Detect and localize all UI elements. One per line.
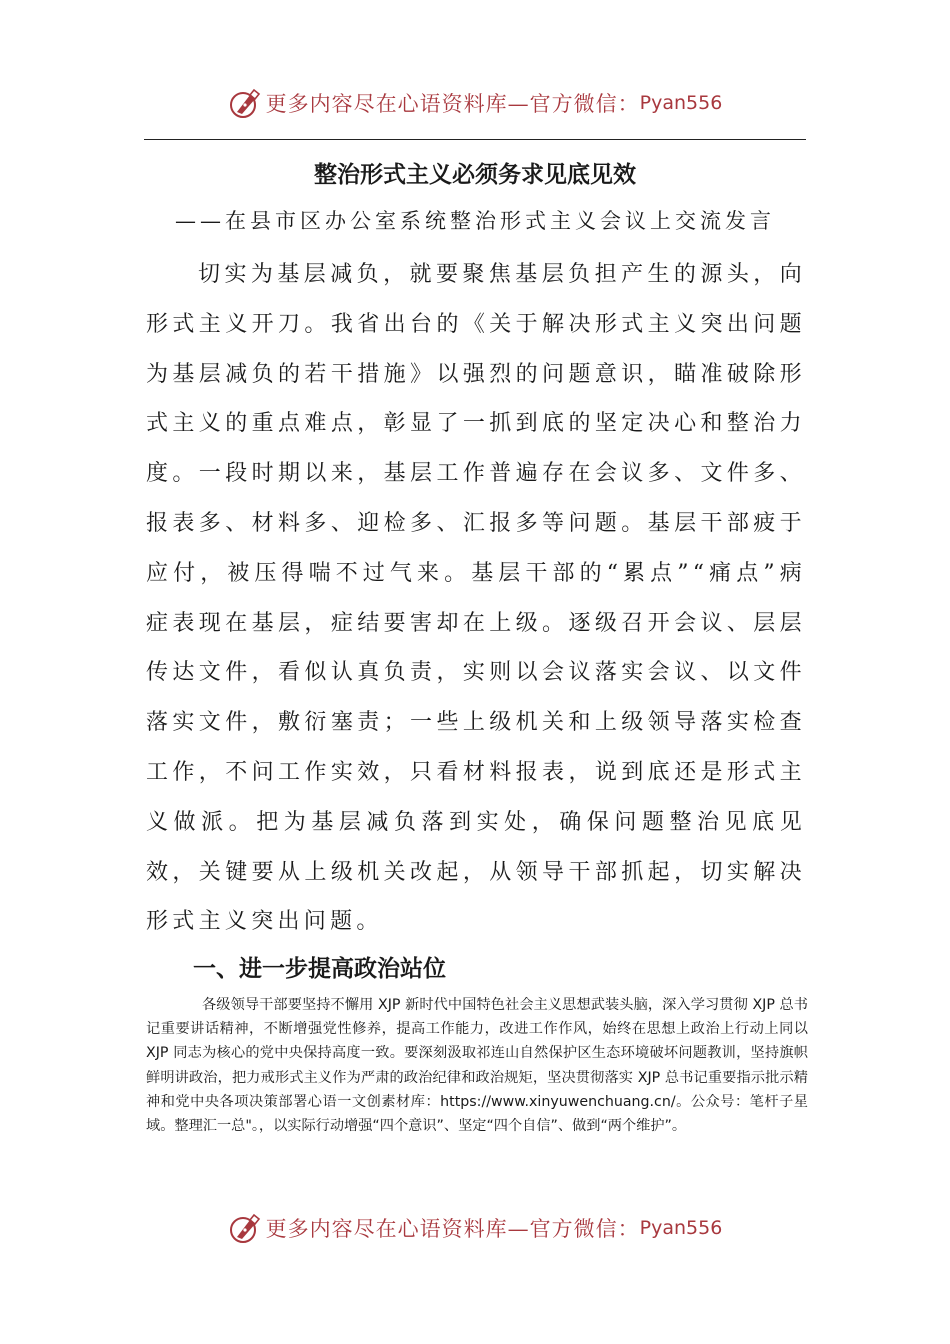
section-heading: 一、进一步提高政治站位	[193, 956, 446, 982]
header-watermark	[0, 83, 950, 123]
brand-contact: Pyan556	[639, 1217, 723, 1239]
pen-nib-logo-icon	[228, 86, 262, 120]
brand-text: 更多内容尽在心语资料库—官方微信：	[265, 1217, 640, 1241]
section-body-paragraph: 各级领导干部要坚持不懈用 XJP 新时代中国特色社会主义思想武装头脑，深入学习贯彻 XJP 总书记重要讲话精神，不断增强党性修养，提高工作能力，改进工作作风，始终在思想上政治上行动上同以 XJP 同志为核心的党中央保持高度一致。要深刻汲取祁连山自然保护区生态环境破坏问题教训，坚持旗帜鲜明讲政治，把力戒形式主义作为严肃的政治纪律和政治规矩，坚决贯彻落实 XJP 总书记重要指示批示精神和党中央各项决策部署心语一文创素材库：https://www.xinyuwenchuang.cn/。公众号：笔杆子星域。整理汇一总"。，以实际行动增强“四个意识”、坚定“四个自信”、做到“两个维护”。	[146, 997, 808, 1135]
header-divider	[144, 139, 806, 140]
footer-watermark	[0, 1208, 950, 1248]
intro-paragraph: 切实为基层减负，就要聚焦基层负担产生的源头，向形式主义开刀。我省出台的《关于解决形式主义突出问题为基层减负的若干措施》以强烈的问题意识，瞄准破除形式主义的重点难点，彰显了一抓到底的坚定决心和整治力度。一段时期以来，基层工作普遍存在会议多、文件多、报表多、材料多、迎检多、汇报多等问题。基层干部疲于应付，被压得喘不过气来。基层干部的“累点”“痛点”病症表现在基层，症结要害却在上级。逐级召开会议、层层传达文件，看似认真负责，实则以会议落实会议、以文件落实文件，敷衍塞责；一些上级机关和上级领导落实检查工作，不问工作实效，只看材料报表，说到底还是形式主义做派。把为基层减负落到实处，确保问题整治见底见效，关键要从上级机关改起，从领导干部抓起，切实解决形式主义突出问题。	[146, 262, 806, 935]
brand-contact: Pyan556	[639, 92, 723, 114]
document-title: 整治形式主义必须务求见底见效	[314, 162, 636, 188]
document-subtitle: ——在县市区办公室系统整治形式主义会议上交流发言	[175, 209, 775, 233]
brand-text: 更多内容尽在心语资料库—官方微信：	[265, 92, 640, 116]
pen-nib-logo-icon	[228, 1211, 262, 1245]
